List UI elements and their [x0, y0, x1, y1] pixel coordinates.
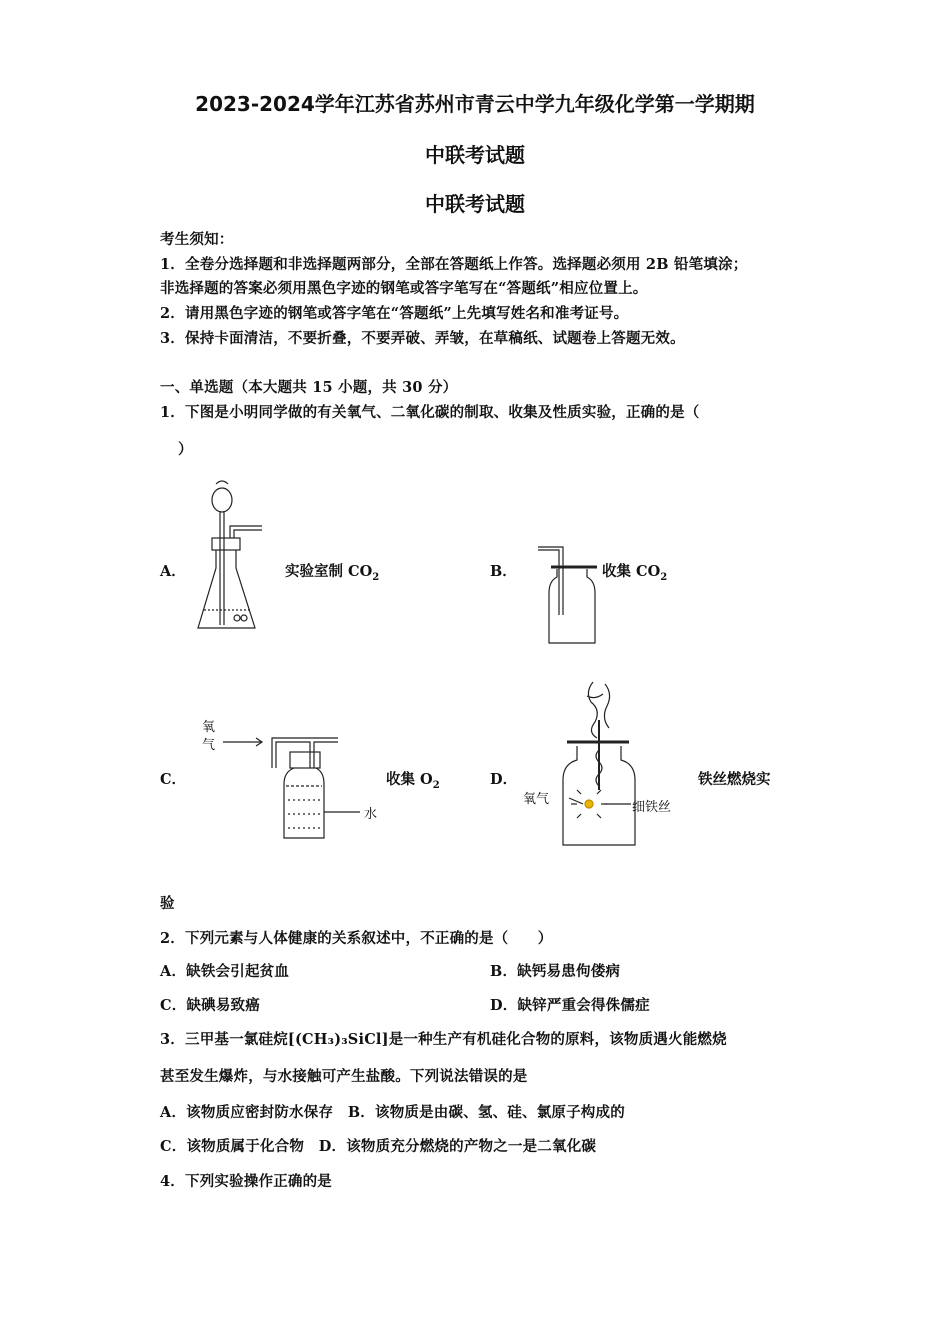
diagram-d-iron-combustion: [555, 680, 645, 850]
diagram-a-co2-generator: [190, 480, 280, 635]
diagram-d-oxygen-label: 氧气: [523, 792, 550, 807]
q3-options-row1: A．该物质应密封防水保存 B．该物质是由碳、氢、硅、氯原子构成的: [160, 1104, 625, 1121]
q2-option-a: A．缺铁会引起贫血: [160, 963, 290, 980]
diagram-c-water-label: 水: [364, 807, 378, 822]
q1-option-c-caption: 收集 $O_2$: [386, 771, 440, 791]
q3-options-row2: C．该物质属于化合物 D．该物质充分燃烧的产物之一是二氧化碳: [160, 1138, 597, 1155]
q1-stem-end: ）: [178, 441, 193, 458]
q2-stem: 2．下列元素与人体健康的关系叙述中，不正确的是（ ）: [160, 930, 553, 947]
diagram-d-wire-label: 细铁丝: [632, 800, 672, 815]
q1-option-d-caption-cont: 验: [160, 895, 175, 912]
notice-line3: 3．保持卡面清洁，不要折叠，不要弄破、弄皱，在草稿纸、试题卷上答题无效。: [160, 330, 685, 347]
q3-stem-line1: 3．三甲基一氯硅烷[(CH₃)₃SiCl]是一种生产有机硅化合物的原料，该物质遇火能燃烧: [160, 1031, 727, 1048]
section-heading: 一、单选题（本大题共 15 小题，共 30 分）: [160, 379, 458, 396]
q1-option-d-caption: 铁丝燃烧实: [698, 771, 771, 788]
q2-option-c: C．缺碘易致癌: [160, 997, 260, 1014]
q1-option-c-label: C．: [160, 771, 187, 788]
diagram-b-co2-collection: [535, 545, 605, 650]
notice-line1: 1．全卷分选择题和非选择题两部分，全部在答题纸上作答。选择题必须用 2B 铅笔填涂；: [160, 256, 748, 273]
q1-option-d-label: D．: [490, 771, 518, 788]
q1-stem: 1．下图是小明同学做的有关氧气、二氧化碳的制取、收集及性质实验，正确的是（: [160, 404, 700, 421]
q3-stem-line2: 甚至发生爆炸，与水接触可产生盐酸。下列说法错误的是: [160, 1068, 528, 1085]
exam-title-line1: 2023-2024学年江苏省苏州市青云中学九年级化学第一学期期: [195, 92, 755, 116]
diagram-c-o2-collection: [220, 728, 370, 843]
q2-option-b: B．缺钙易患佝偻病: [490, 963, 621, 980]
q4-stem: 4．下列实验操作正确的是: [160, 1173, 332, 1190]
notice-line1b: 非选择题的答案必须用黑色字迹的钢笔或答字笔写在“答题纸”相应位置上。: [160, 280, 648, 297]
q1-option-a-label: A．: [160, 563, 186, 580]
diagram-c-gas-label-2: 气: [202, 738, 216, 753]
q1-option-b-caption: 收集 $CO_2$: [602, 563, 668, 583]
notice-line2: 2．请用黑色字迹的钢笔或答字笔在“答题纸”上先填写姓名和准考证号。: [160, 305, 629, 322]
q2-option-d: D．缺锌严重会得侏儒症: [490, 997, 650, 1014]
exam-title-line2: 中联考试题: [425, 143, 525, 167]
q1-option-b-label: B．: [490, 563, 517, 580]
exam-title-line3: 中联考试题: [425, 192, 525, 216]
q1-option-a-caption: 实验室制 $CO_2$: [285, 563, 380, 583]
diagram-c-gas-label-1: 氧: [202, 720, 216, 735]
notice-heading: 考生须知：: [160, 231, 234, 248]
